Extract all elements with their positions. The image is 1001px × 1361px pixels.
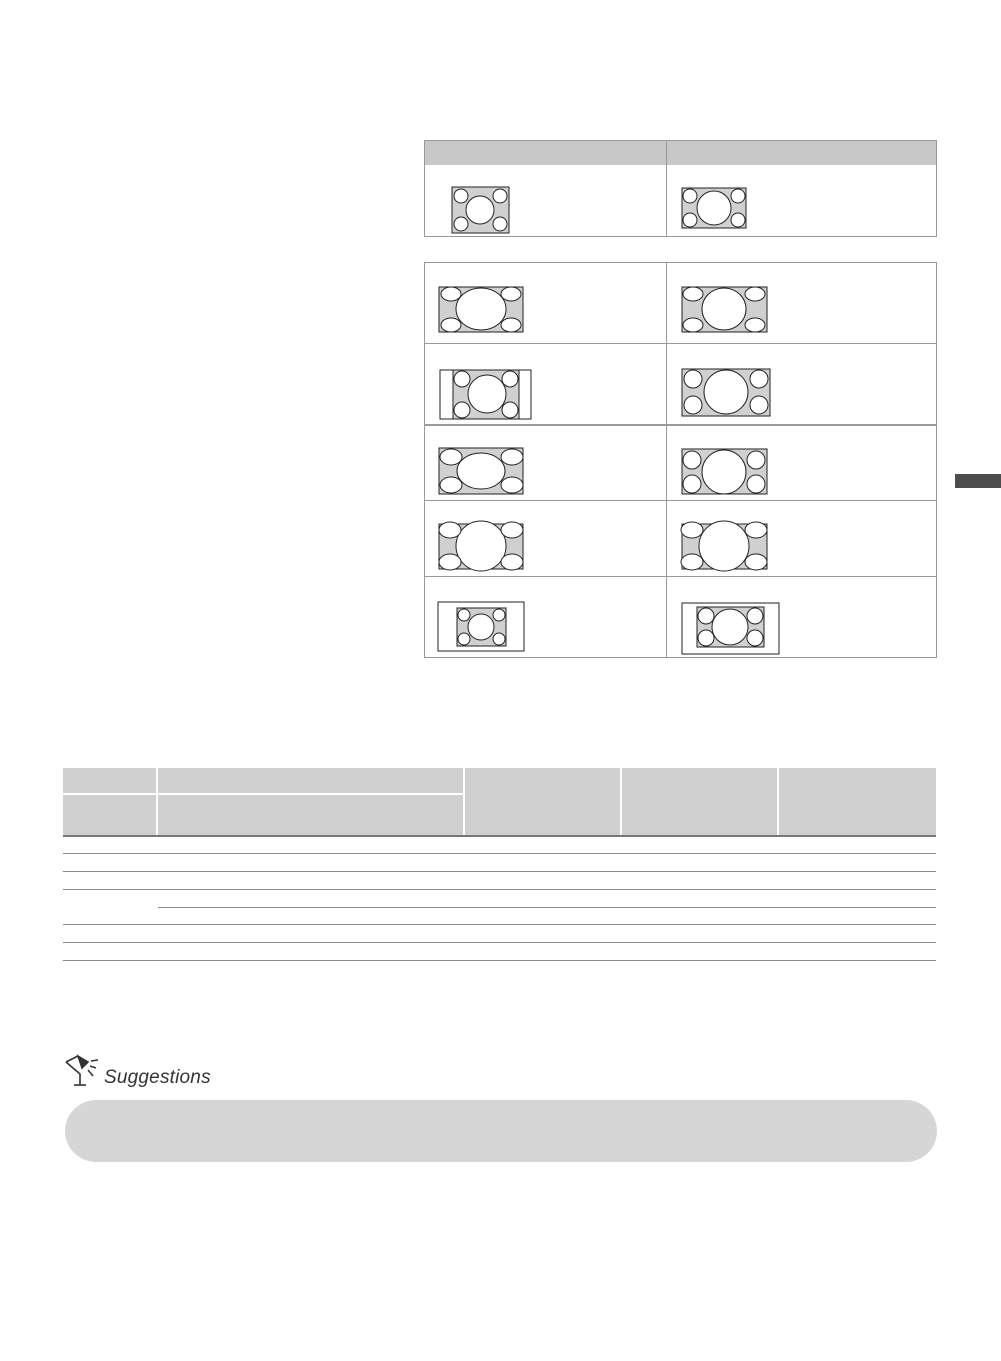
table-row xyxy=(63,889,936,890)
screen-mode-diagram-icon xyxy=(682,603,779,654)
screen-mode-diagram-icon xyxy=(682,287,767,332)
screen-mode-diagram-icon xyxy=(682,188,746,228)
screen-mode-diagram-icon xyxy=(438,602,524,651)
screen-mode-diagram-icon xyxy=(439,448,523,494)
table-header-cell xyxy=(63,768,156,793)
table-header-cell xyxy=(158,795,463,835)
table-header-cell xyxy=(63,795,156,835)
table-row xyxy=(63,871,936,872)
screen-mode-diagram-icon xyxy=(439,287,523,332)
section-side-tab xyxy=(955,474,1001,488)
table-row xyxy=(63,960,936,961)
screen-mode-diagram-icon xyxy=(682,449,767,494)
table-row xyxy=(158,907,936,908)
table-row xyxy=(63,853,936,854)
screen-mode-diagram-icon xyxy=(681,521,767,571)
screen-mode-diagram-icon xyxy=(439,521,523,571)
screen-mode-diagram-icon xyxy=(682,369,770,416)
suggestions-title: Suggestions xyxy=(104,1067,211,1088)
suggestions-box xyxy=(65,1100,937,1162)
table-row xyxy=(63,924,936,925)
table-header-cell xyxy=(465,768,620,835)
table-row xyxy=(63,942,936,943)
table-header-cell xyxy=(622,768,777,835)
screen-mode-diagram-icon xyxy=(440,370,531,419)
table-header-cell xyxy=(158,768,463,793)
table-row xyxy=(63,835,936,837)
screen-mode-diagram-icon xyxy=(452,187,509,233)
lamp-icon xyxy=(60,1052,104,1088)
table-header-cell xyxy=(779,768,936,835)
